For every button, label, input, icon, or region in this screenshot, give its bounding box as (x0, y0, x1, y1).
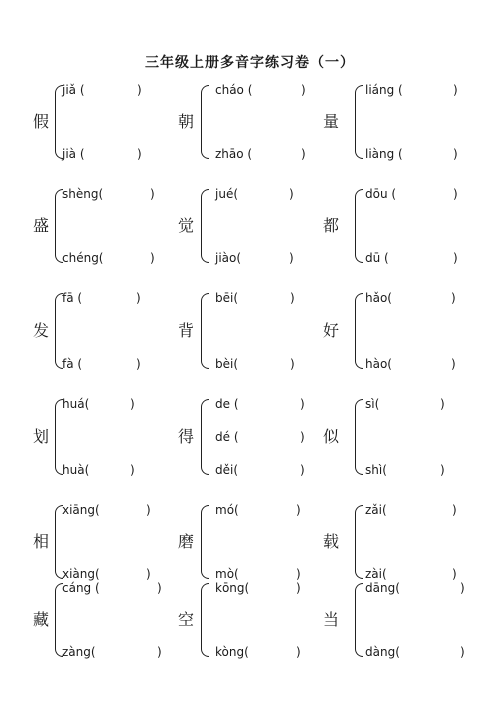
answer-blank-close-paren: ) (130, 463, 135, 477)
polyphone-character: 量 (323, 112, 340, 131)
brace (201, 505, 209, 579)
polyphone-character: 当 (323, 610, 340, 629)
answer-blank-close-paren: ) (137, 147, 142, 161)
answer-blank-close-paren: ) (137, 83, 142, 97)
answer-blank-close-paren: ) (290, 291, 295, 305)
answer-blank-close-paren: ) (136, 357, 141, 371)
answer-blank-close-paren: ) (300, 397, 305, 411)
answer-blank-close-paren: ) (453, 251, 458, 265)
answer-blank-close-paren: ) (453, 83, 458, 97)
answer-blank-close-paren: ) (451, 291, 456, 305)
brace (355, 399, 363, 475)
pinyin-reading: shèng( (62, 187, 104, 201)
answer-blank-close-paren: ) (296, 567, 301, 581)
pinyin-reading: dāng( (365, 581, 400, 595)
brace (355, 293, 363, 369)
brace (355, 85, 363, 159)
pinyin-reading: bèi( (215, 357, 239, 371)
answer-blank-close-paren: ) (296, 503, 301, 517)
pinyin-reading: cháo ( (215, 83, 253, 97)
answer-blank-close-paren: ) (451, 357, 456, 371)
brace (355, 583, 363, 657)
pinyin-reading: xiāng( (62, 503, 100, 517)
pinyin-reading: bēi( (215, 291, 239, 305)
answer-blank-close-paren: ) (157, 581, 162, 595)
polyphone-character: 都 (323, 216, 340, 235)
polyphone-character: 得 (178, 427, 195, 446)
pinyin-reading: sì( (365, 397, 380, 411)
pinyin-reading: dàng( (365, 645, 400, 659)
pinyin-reading: shì( (365, 463, 387, 477)
answer-blank-close-paren: ) (289, 251, 294, 265)
pinyin-reading: liàng ( (365, 147, 403, 161)
answer-blank-close-paren: ) (300, 430, 305, 444)
pinyin-reading: hǎo( (365, 291, 392, 305)
answer-blank-close-paren: ) (300, 463, 305, 477)
answer-blank-close-paren: ) (460, 581, 465, 595)
answer-blank-close-paren: ) (301, 147, 306, 161)
answer-blank-close-paren: ) (290, 357, 295, 371)
polyphone-character: 藏 (33, 610, 50, 629)
pinyin-reading: mò( (215, 567, 239, 581)
pinyin-reading: liáng ( (365, 83, 403, 97)
polyphone-character: 载 (323, 532, 340, 551)
answer-blank-close-paren: ) (130, 397, 135, 411)
answer-blank-close-paren: ) (150, 251, 155, 265)
pinyin-reading: huà( (62, 463, 90, 477)
page-title: 三年级上册多音字练习卷（一） (145, 55, 355, 71)
pinyin-reading: jià ( (62, 147, 85, 161)
answer-blank-close-paren: ) (453, 147, 458, 161)
pinyin-reading: de ( (215, 397, 239, 411)
pinyin-reading: mó( (215, 503, 239, 517)
brace (201, 399, 209, 475)
pinyin-reading: fā ( (62, 291, 83, 305)
polyphone-character: 朝 (178, 112, 195, 131)
polyphone-character: 好 (323, 321, 340, 340)
pinyin-reading: chéng( (62, 251, 104, 265)
polyphone-character: 磨 (178, 532, 195, 551)
polyphone-character: 觉 (178, 216, 195, 235)
pinyin-reading: huá( (62, 397, 90, 411)
pinyin-reading: děi( (215, 463, 239, 477)
polyphone-character: 背 (178, 321, 195, 340)
pinyin-reading: hào( (365, 357, 392, 371)
pinyin-reading: cáng ( (62, 581, 100, 595)
answer-blank-close-paren: ) (296, 581, 301, 595)
answer-blank-close-paren: ) (453, 187, 458, 201)
polyphone-character: 空 (178, 610, 195, 629)
pinyin-reading: dé ( (215, 430, 239, 444)
answer-blank-close-paren: ) (452, 503, 457, 517)
answer-blank-close-paren: ) (136, 291, 141, 305)
answer-blank-close-paren: ) (460, 645, 465, 659)
answer-blank-close-paren: ) (452, 567, 457, 581)
pinyin-reading: zǎi( (365, 503, 387, 517)
brace (355, 505, 363, 579)
polyphone-character: 发 (33, 321, 50, 340)
pinyin-reading: fà ( (62, 357, 83, 371)
pinyin-reading: jiǎ ( (62, 83, 85, 97)
brace (201, 85, 209, 159)
answer-blank-close-paren: ) (289, 187, 294, 201)
pinyin-reading: zhāo ( (215, 147, 253, 161)
answer-blank-close-paren: ) (157, 645, 162, 659)
pinyin-reading: zàng( (62, 645, 96, 659)
answer-blank-close-paren: ) (296, 645, 301, 659)
pinyin-reading: kòng( (215, 645, 249, 659)
polyphone-character: 相 (33, 532, 50, 551)
pinyin-reading: zài( (365, 567, 387, 581)
brace (201, 293, 209, 369)
pinyin-reading: dū ( (365, 251, 389, 265)
polyphone-character: 划 (33, 427, 50, 446)
brace (201, 583, 209, 657)
pinyin-reading: kōng( (215, 581, 250, 595)
polyphone-character: 假 (33, 112, 50, 131)
answer-blank-close-paren: ) (150, 187, 155, 201)
pinyin-reading: xiàng( (62, 567, 100, 581)
answer-blank-close-paren: ) (440, 397, 445, 411)
brace (201, 189, 209, 263)
answer-blank-close-paren: ) (146, 503, 151, 517)
polyphone-character: 似 (323, 427, 340, 446)
answer-blank-close-paren: ) (440, 463, 445, 477)
pinyin-reading: jué( (215, 187, 239, 201)
pinyin-reading: dōu ( (365, 187, 397, 201)
polyphone-character: 盛 (33, 216, 50, 235)
answer-blank-close-paren: ) (301, 83, 306, 97)
pinyin-reading: jiào( (215, 251, 242, 265)
answer-blank-close-paren: ) (146, 567, 151, 581)
brace (355, 189, 363, 263)
